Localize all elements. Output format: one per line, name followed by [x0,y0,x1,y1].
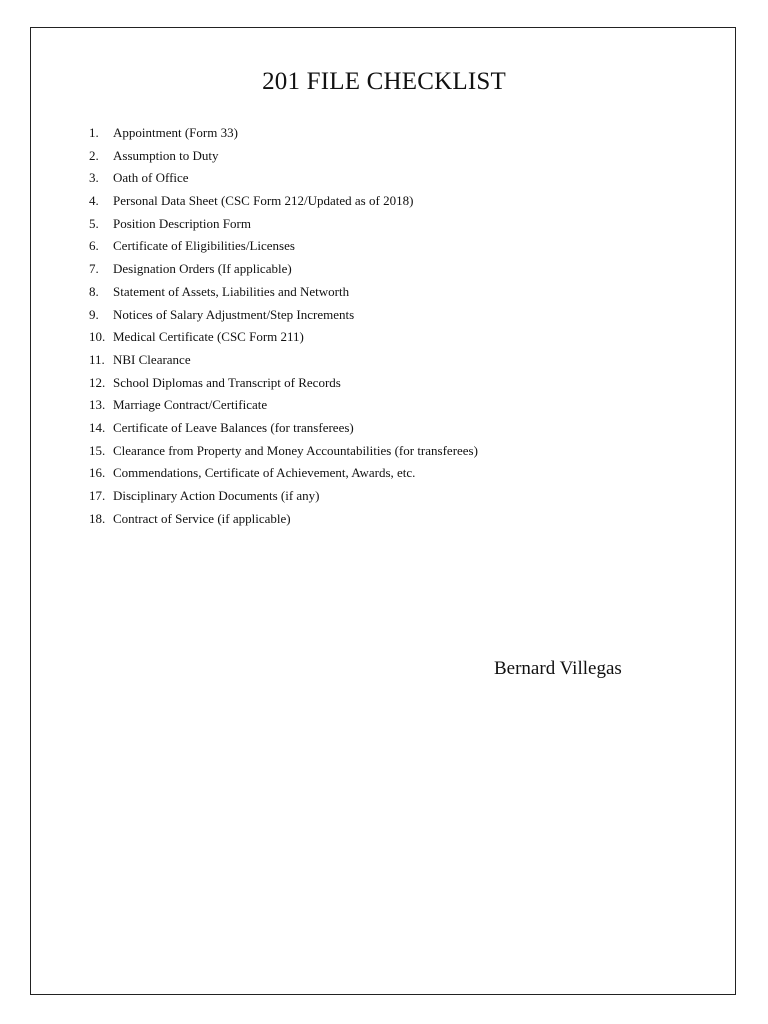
signatory-name: Bernard Villegas [494,658,622,679]
checklist-item [89,145,478,168]
item-number: 4. [89,193,99,209]
checklist-item [89,213,478,236]
item-number: 2. [89,147,99,163]
item-number: 7. [89,261,99,277]
checklist-item [89,349,478,372]
checklist-item [89,326,478,349]
item-text: Commendations, Certificate of Achievement, Awards, etc. [113,465,416,481]
item-text: Statement of Assets, Liabilities and Networth [113,283,350,299]
item-text: Appointment (Form 33) [113,125,238,140]
item-text: Position Description Form [113,215,251,231]
item-text: Contract of Service (if applicable) [113,510,291,526]
item-number: 10. [89,329,106,345]
checklist-item [89,304,478,327]
checklist-item [89,394,478,417]
checklist-item [89,281,478,304]
item-number: 13. [89,397,106,413]
checklist-item [89,235,478,258]
document-title: 201 FILE CHECKLIST [262,68,506,95]
checklist-item [89,258,478,281]
checklist-item [89,190,478,213]
item-number: 9. [89,306,99,322]
checklist-item [89,372,478,395]
item-number: 8. [89,283,99,299]
checklist-item [89,440,478,463]
item-number: 6. [89,238,99,254]
item-number: 14. [89,419,106,435]
item-number: 11. [89,351,105,367]
item-number: 17. [89,488,106,503]
item-text: School Diplomas and Transcript of Records [113,374,341,390]
item-number: 18. [89,510,106,526]
checklist-item [89,417,478,440]
checklist-item [89,462,478,485]
item-text: Clearance from Property and Money Accountabilities (for transferees) [113,442,478,458]
checklist-item [89,167,478,190]
checklist-item [89,508,478,531]
item-text: NBI Clearance [113,351,191,367]
item-text: Designation Orders (If applicable) [113,261,292,277]
checklist-item [89,122,478,145]
item-text: Certificate of Eligibilities/Licenses [113,238,295,254]
item-text: Disciplinary Action Documents (if any) [113,488,320,503]
item-number: 1. [89,125,99,140]
item-text: Oath of Office [113,170,189,186]
checklist [89,122,478,530]
item-number: 16. [89,465,106,481]
item-text: Assumption to Duty [113,147,219,163]
item-number: 12. [89,374,106,390]
item-text: Notices of Salary Adjustment/Step Increments [113,306,355,322]
item-text: Marriage Contract/Certificate [113,397,268,413]
checklist-item [89,485,478,508]
item-number: 15. [89,442,106,458]
item-number: 3. [89,170,99,186]
item-text: Certificate of Leave Balances (for transferees) [113,419,354,435]
item-number: 5. [89,215,99,231]
item-text: Personal Data Sheet (CSC Form 212/Updated as of 2018) [113,193,414,209]
item-text: Medical Certificate (CSC Form 211) [113,329,304,345]
